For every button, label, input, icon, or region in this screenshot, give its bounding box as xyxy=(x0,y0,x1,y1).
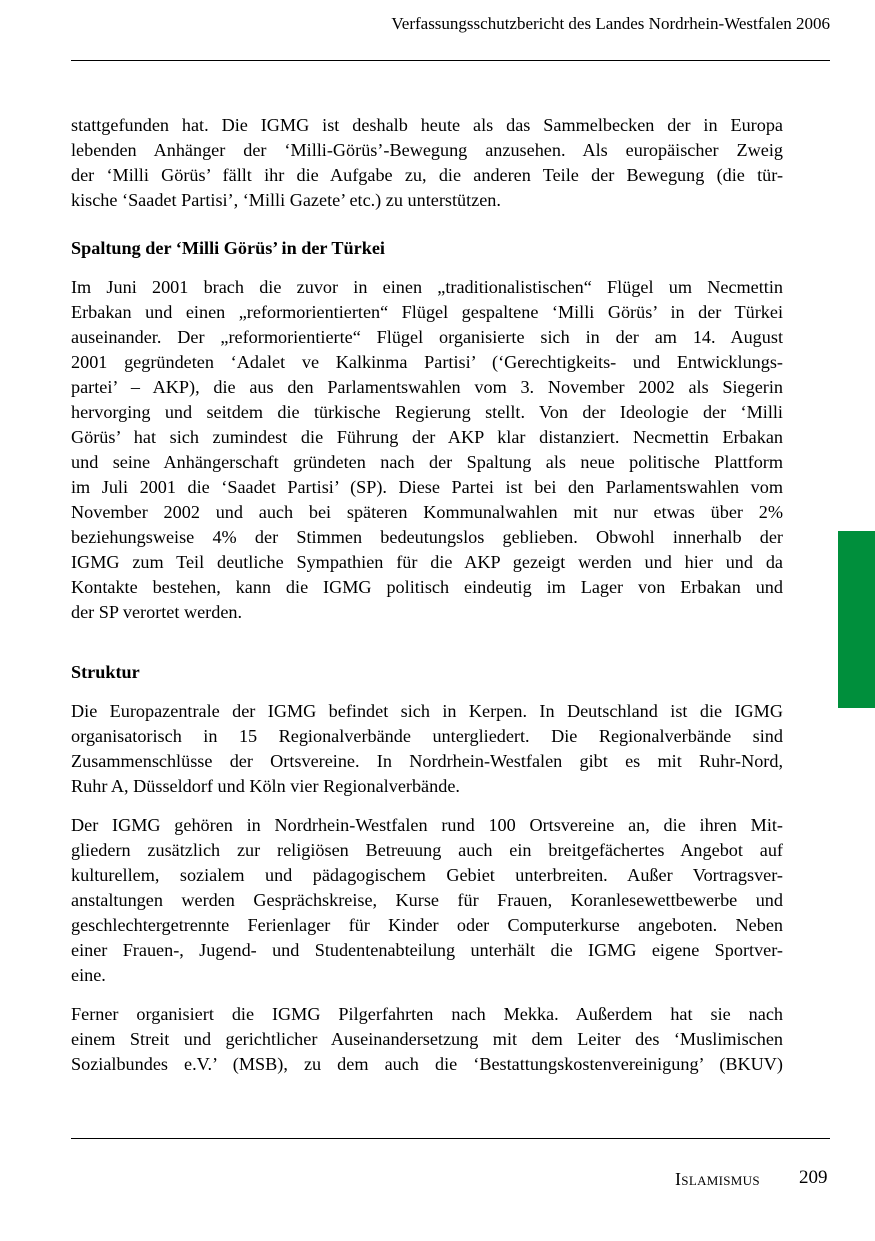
footer-section-title: Islamismus xyxy=(675,1169,760,1189)
text-line: anstaltungen werden Gesprächskreise, Kurse für Frauen, Koranlesewettbewerbe und xyxy=(71,890,783,910)
text-line: Ruhr A, Düsseldorf und Köln vier Regionalverbände. xyxy=(71,776,460,796)
header-rule xyxy=(71,60,830,61)
text-line: IGMG zum Teil deutliche Sympathien für die AKP gezeigt werden und hier und da xyxy=(71,552,783,572)
text-line: lebenden Anhänger der ‘Milli-Görüs’-Bewegung anzusehen. Als europäischer Zweig xyxy=(71,140,783,160)
text-line: Der IGMG gehören in Nordrhein-Westfalen rund 100 Ortsvereine an, die ihren Mit- xyxy=(71,815,783,835)
text-line: Görüs’ hat sich zumindest die Führung der AKP klar distanziert. Necmettin Erbakan xyxy=(71,427,783,447)
intro-paragraph xyxy=(71,113,783,213)
text-line: Die Europazentrale der IGMG befindet sich in Kerpen. In Deutschland ist die IGMG xyxy=(71,701,783,721)
text-line: einem Streit und gerichtlicher Auseinandersetzung mit dem Leiter des ‘Muslimischen xyxy=(71,1029,783,1049)
text-line: organisatorisch in 15 Regionalverbände untergliedert. Die Regionalverbände sind xyxy=(71,726,783,746)
text-line: Zusammenschlüsse der Ortsvereine. In Nordrhein-Westfalen gibt es mit Ruhr-Nord, xyxy=(71,751,783,771)
text-line: der ‘Milli Görüs’ fällt ihr die Aufgabe zu, die anderen Teile der Bewegung (die tür- xyxy=(71,165,783,185)
page-body xyxy=(71,113,783,1091)
footer-rule xyxy=(71,1138,830,1139)
text-line: gliedern zusätzlich zur religiösen Betreuung auch ein breitgefächertes Angebot auf xyxy=(71,840,783,860)
text-line: der SP verortet werden. xyxy=(71,602,243,622)
text-line: geschlechtergetrennte Ferienlager für Kinder oder Computerkurse angeboten. Neben xyxy=(71,915,783,935)
page-number: 209 xyxy=(799,1167,828,1188)
section-heading-struktur: Struktur xyxy=(71,662,140,682)
text-line: Kontakte bestehen, kann die IGMG politisch eindeutig im Lager von Erbakan und xyxy=(71,577,783,597)
text-line: beziehungsweise 4% der Stimmen bedeutungslos geblieben. Obwohl innerhalb der xyxy=(71,527,783,547)
paragraph-struktur-2 xyxy=(71,813,783,988)
section-heading-spaltung: Spaltung der ‘Milli Görüs’ in der Türkei xyxy=(71,238,385,258)
text-line: November 2002 und auch bei späteren Kommunalwahlen mit nur etwas über 2% xyxy=(71,502,783,522)
text-line: stattgefunden hat. Die IGMG ist deshalb heute als das Sammelbecken der in Europa xyxy=(71,115,783,135)
text-line: hervorging und seitdem die türkische Regierung stellt. Von der Ideologie der ‘Milli xyxy=(71,402,783,422)
text-line: partei’ – AKP), die aus den Parlamentswahlen vom 3. November 2002 als Siegerin xyxy=(71,377,783,397)
paragraph-spaltung xyxy=(71,275,783,625)
text-line: Erbakan und einen „reformorientierten“ Flügel gespaltene ‘Milli Görüs’ in der Türkei xyxy=(71,302,783,322)
section-tab-marker xyxy=(838,531,875,708)
text-line: eine. xyxy=(71,965,106,985)
text-line: Ferner organisiert die IGMG Pilgerfahrten nach Mekka. Außerdem hat sie nach xyxy=(71,1004,783,1024)
text-line: einer Frauen-, Jugend- und Studentenabteilung unterhält die IGMG eigene Sportver- xyxy=(71,940,783,960)
text-line: 2001 gegründeten ‘Adalet ve Kalkinma Partisi’ (‘Gerechtigkeits- und Entwicklungs- xyxy=(71,352,783,372)
text-line: Im Juni 2001 brach die zuvor in einen „traditionalistischen“ Flügel um Necmettin xyxy=(71,277,783,297)
text-line: auseinander. Der „reformorientierte“ Flügel organisierte sich in der am 14. August xyxy=(71,327,783,347)
paragraph-struktur-3 xyxy=(71,1002,783,1077)
running-header: Verfassungsschutzbericht des Landes Nordrhein-Westfalen 2006 xyxy=(391,14,830,33)
text-line: kulturellem, sozialem und pädagogischem Gebiet unterbreiten. Außer Vortragsver- xyxy=(71,865,783,885)
text-line: im Juli 2001 die ‘Saadet Partisi’ (SP). Diese Partei ist bei den Parlamentswahlen vom xyxy=(71,477,783,497)
text-line: Sozialbundes e.V.’ (MSB), zu dem auch die ‘Bestattungskostenvereinigung’ (BKUV) xyxy=(71,1054,783,1074)
text-line: kische ‘Saadet Partisi’, ‘Milli Gazete’ etc.) zu unterstützen. xyxy=(71,190,501,210)
paragraph-struktur-1 xyxy=(71,699,783,799)
text-line: und seine Anhängerschaft gründeten nach der Spaltung als neue politische Plattform xyxy=(71,452,783,472)
